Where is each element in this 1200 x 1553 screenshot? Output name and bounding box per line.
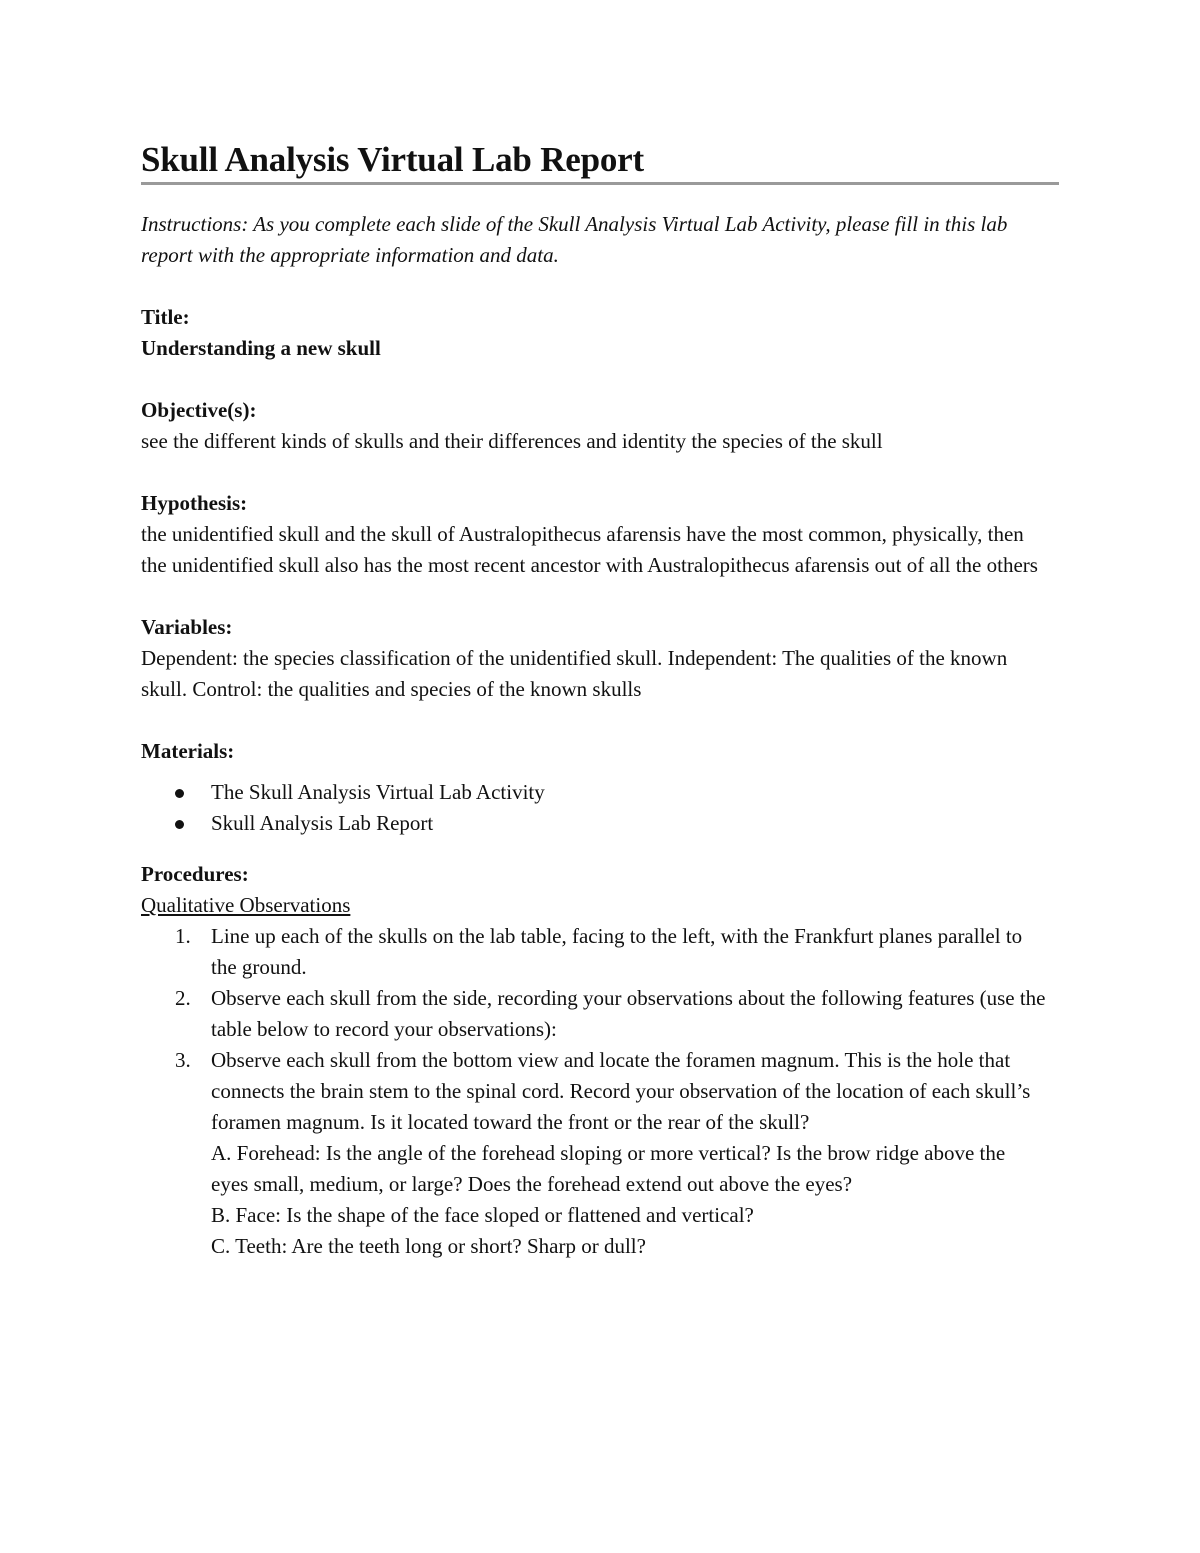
list-item [141, 808, 1059, 839]
material-item-label: Skull Analysis Lab Report [211, 811, 434, 835]
hypothesis-section [141, 488, 1059, 581]
materials-list [141, 777, 1059, 839]
bullet-icon [175, 789, 184, 798]
list-item [141, 777, 1059, 808]
procedure-steps [141, 921, 1059, 1262]
material-item-label: The Skull Analysis Virtual Lab Activity [211, 780, 545, 804]
title-label: Title: [141, 305, 190, 329]
document-page [141, 138, 1059, 1293]
sub-item-forehead: A. Forehead: Is the angle of the forehead sloping or more vertical? Is the brow ridge above the eyes small, medium, or large? Does the forehead extend out above the eyes? [211, 1141, 1006, 1196]
title-underline-rule [141, 182, 1059, 185]
objectives-section [141, 395, 1059, 457]
step-text: Observe each skull from the bottom view and locate the foramen magnum. This is the hole that connects the brain stem to the spinal cord. Record your observation of the location of each skull’s foramen magnum. Is it located toward the front or the rear of the skull? [211, 1048, 1031, 1134]
objectives-label: Objective(s): [141, 398, 257, 422]
procedures-label: Procedures: [141, 862, 249, 886]
list-item [141, 1045, 1047, 1262]
sub-item-teeth: C. Teeth: Are the teeth long or short? Sharp or dull? [211, 1234, 646, 1258]
bullet-icon [175, 820, 184, 829]
title-section [141, 302, 1059, 364]
instructions-text: Instructions: As you complete each slide of the Skull Analysis Virtual Lab Activity, please fill in this lab report with the appropriate information and data. [141, 212, 1008, 267]
step-text: Observe each skull from the side, recording your observations about the following features (use the table below to record your observations): [211, 986, 1046, 1041]
variables-value: Dependent: the species classification of the unidentified skull. Independent: The qualities of the known skull. Control: the qualities and species of the known skulls [141, 646, 1008, 701]
variables-label: Variables: [141, 615, 233, 639]
title-value: Understanding a new skull [141, 336, 381, 360]
hypothesis-value: the unidentified skull and the skull of Australopithecus afarensis have the most common, physically, then the unidentified skull also has the most recent ancestor with Australopithecus afarensis out of all the others [141, 522, 1038, 577]
qualitative-observations-heading: Qualitative Observations [141, 893, 351, 917]
step-number: 3. [175, 1048, 191, 1072]
hypothesis-label: Hypothesis: [141, 491, 248, 515]
sub-item-face: B. Face: Is the shape of the face sloped or flattened and vertical? [211, 1203, 754, 1227]
materials-section [141, 736, 1059, 839]
document-title: Skull Analysis Virtual Lab Report [141, 140, 644, 179]
step-number: 1. [175, 924, 191, 948]
objectives-value: see the different kinds of skulls and their differences and identity the species of the skull [141, 429, 883, 453]
step-number: 2. [175, 986, 191, 1010]
step-text: Line up each of the skulls on the lab table, facing to the left, with the Frankfurt planes parallel to the ground. [211, 924, 1023, 979]
list-item [141, 921, 1047, 983]
list-item [141, 983, 1047, 1045]
variables-section [141, 612, 1059, 705]
materials-label: Materials: [141, 739, 235, 763]
procedures-section [141, 859, 1059, 1262]
